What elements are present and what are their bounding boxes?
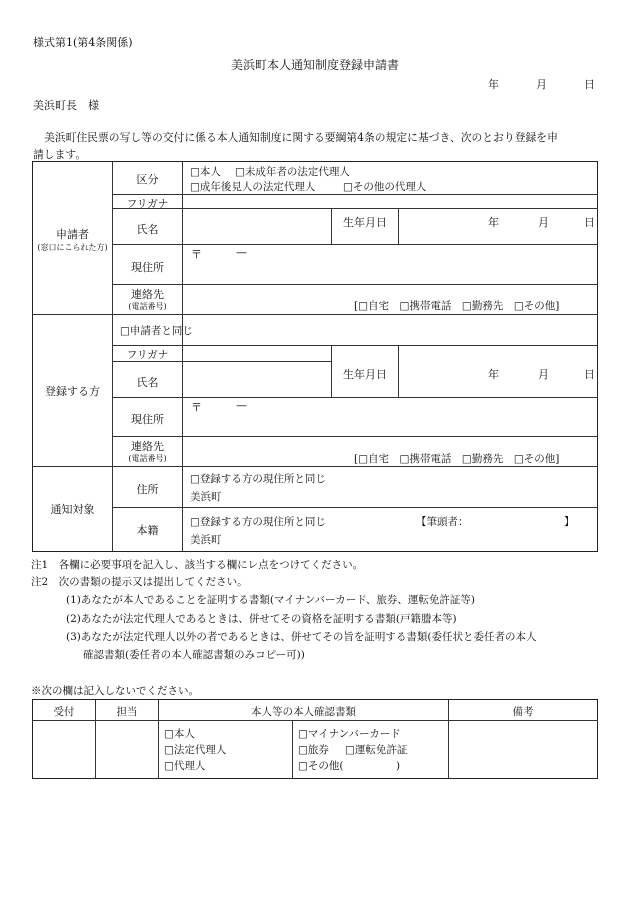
registrant-birth-day: 日 xyxy=(584,368,595,381)
date-day: 日 xyxy=(584,78,595,91)
category-option-self[interactable]: □本人 xyxy=(190,166,221,178)
registrant-address-field[interactable] xyxy=(184,413,596,435)
applicant-furigana-label: フリガナ xyxy=(126,198,169,210)
applicant-section-sub: (窓口にこられた方) xyxy=(37,243,108,252)
registrant-contact-options[interactable]: [□自宅 □携帯電話 □勤務先 □その他] xyxy=(354,453,560,465)
notify-honseki-town: 美浜町 xyxy=(190,534,222,546)
intro-line-2: 請します。 xyxy=(33,148,87,161)
registrant-address-label: 現住所 xyxy=(131,413,164,426)
applicant-contact-options[interactable]: [□自宅 □携帯電話 □勤務先 □その他] xyxy=(354,300,560,312)
note-item-3a: (3)あなたが法定代理人以外の者であるときは、併せてその旨を証明する書類(委任状と委任者の本人 xyxy=(66,631,537,643)
col-staff: 担当 xyxy=(116,706,138,718)
note-1: 注1 各欄に必要事項を記入し、該当する欄にレ点をつけてください。 xyxy=(31,559,364,571)
applicant-postal-dash: — xyxy=(236,246,247,259)
registrant-birth-month: 月 xyxy=(538,368,549,381)
registrant-name-label: 氏名 xyxy=(136,376,159,389)
date-month: 月 xyxy=(536,78,547,91)
registrant-phone-field[interactable] xyxy=(184,438,354,465)
notify-address-town: 美浜町 xyxy=(190,491,222,503)
office-use-caption: ※次の欄は記入しないでください。 xyxy=(31,685,199,697)
id-opt-self[interactable]: □本人 xyxy=(164,728,195,740)
id-opt-agent[interactable]: □代理人 xyxy=(164,760,206,772)
applicant-contact-sub: (電話番号) xyxy=(128,302,167,311)
applicant-birth-day: 日 xyxy=(584,216,595,229)
col-id-docs: 本人等の本人確認書類 xyxy=(251,706,356,718)
addressee: 美浜町長 様 xyxy=(33,99,99,112)
category-label: 区分 xyxy=(136,173,159,186)
col-remarks: 備考 xyxy=(512,706,534,718)
applicant-phone-field[interactable] xyxy=(184,286,354,312)
note-item-2: (2)あなたが法定代理人であるときは、併せてその資格を証明する書類(戸籍謄本等) xyxy=(66,613,457,625)
notify-honseki-checkbox[interactable]: □登録する方の現住所と同じ xyxy=(190,516,326,528)
registrant-section-label: 登録する方 xyxy=(45,385,100,398)
applicant-postal-mark: 〒 xyxy=(191,248,202,261)
category-option-other-agent[interactable]: □その他の代理人 xyxy=(343,181,427,193)
category-option-adult-guardian[interactable]: □成年後見人の法定代理人 xyxy=(190,181,316,193)
applicant-section-label: 申請者 xyxy=(56,228,89,241)
date-year: 年 xyxy=(488,78,499,91)
notify-address-label: 住所 xyxy=(136,483,159,496)
id-opt-drivers-license[interactable]: □運転免許証 xyxy=(345,744,408,756)
notify-address-checkbox[interactable]: □登録する方の現住所と同じ xyxy=(190,473,326,485)
notify-honseki-head-field[interactable] xyxy=(476,512,562,528)
same-as-applicant-checkbox[interactable]: □申請者と同じ xyxy=(120,325,193,337)
id-opt-other[interactable]: □その他( ) xyxy=(298,760,401,772)
registrant-birth-year: 年 xyxy=(488,368,499,381)
registrant-postal-dash: — xyxy=(236,399,247,412)
registrant-furigana-label: フリガナ xyxy=(126,349,169,361)
notify-section-label: 通知対象 xyxy=(50,503,95,516)
applicant-contact-label: 連絡先 xyxy=(131,288,164,301)
intro-line-1: 美浜町住民票の写し等の交付に係る本人通知制度に関する要綱第4条の規定に基づき、次のとおり登録を申 xyxy=(44,131,558,144)
registrant-name-field[interactable] xyxy=(184,363,330,396)
note-item-1: (1)あなたが本人であることを証明する書類(マイナンバーカード、旅券、運転免許証等) xyxy=(66,594,475,606)
registrant-furigana-field[interactable] xyxy=(184,347,330,360)
notify-honseki-label: 本籍 xyxy=(136,524,159,537)
registrant-contact-label: 連絡先 xyxy=(131,440,164,453)
page-title: 美浜町本人通知制度登録申請書 xyxy=(230,58,399,72)
applicant-address-label: 現住所 xyxy=(131,261,164,274)
category-option-minor-guardian[interactable]: □未成年者の法定代理人 xyxy=(235,166,350,178)
registrant-postal-mark: 〒 xyxy=(191,401,202,414)
applicant-birth-year: 年 xyxy=(488,216,499,229)
id-opt-legal-agent[interactable]: □法定代理人 xyxy=(164,744,227,756)
applicant-furigana-field[interactable] xyxy=(184,196,596,207)
col-receipt: 受付 xyxy=(53,706,75,718)
id-opt-mynumber-card[interactable]: □マイナンバーカード xyxy=(298,728,401,740)
registrant-birth-label: 生年月日 xyxy=(343,368,387,381)
notify-honseki-close: 】 xyxy=(564,516,575,528)
notify-honseki-head-label: 【筆頭者： xyxy=(416,516,469,528)
form-number: 様式第1(第4条関係) xyxy=(33,36,133,49)
id-opt-passport[interactable]: □旅券 xyxy=(298,744,329,756)
applicant-name-label: 氏名 xyxy=(136,223,159,236)
note-2: 注2 次の書類の提示又は提出してください。 xyxy=(31,576,248,588)
applicant-address-field[interactable] xyxy=(184,260,596,282)
applicant-name-field[interactable] xyxy=(184,210,330,243)
applicant-birth-month: 月 xyxy=(538,216,549,229)
applicant-birth-label: 生年月日 xyxy=(343,216,387,229)
registrant-contact-sub: (電話番号) xyxy=(128,454,167,463)
note-item-3b: 確認書類(委任者の本人確認書類のみコピー可)) xyxy=(83,649,305,661)
